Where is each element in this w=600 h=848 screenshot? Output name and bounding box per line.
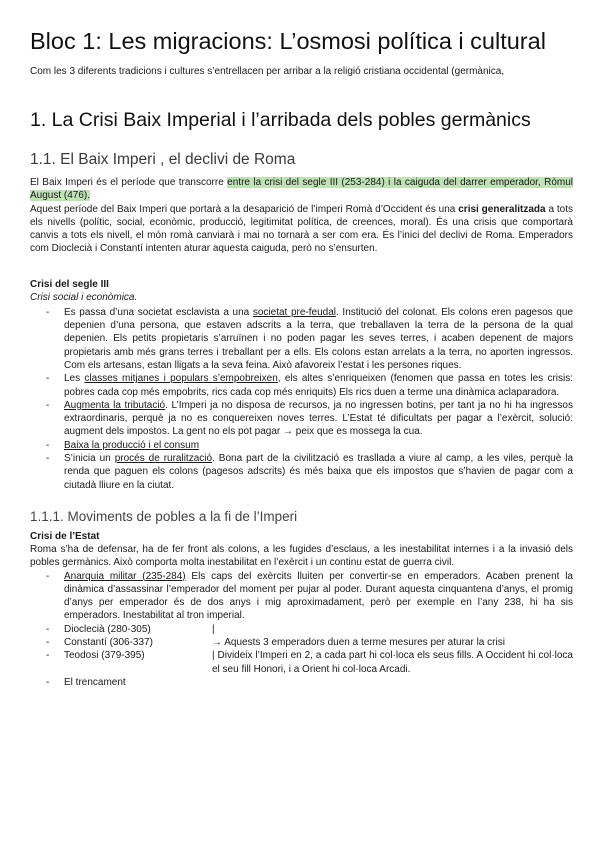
list-item: - El trencament — [46, 676, 126, 688]
list-item: - Augmenta la tributació. L’Imperi ja no disposa de recursos, ja no ingressen botins, per tant ja no hi ha ingressos extraordinaris, perquè ja no es conquereixen noves terres. L’Estat té dificultats per pagar a l’exèrcit, solució: augment dels impostos. La gent no els pot pagar → peix que es mossega la cua. — [46, 399, 573, 438]
list-item: - Les classes mitjanes i populars s’empobreixen, els altes s’enriqueixen (fenomen que passa en totes les crisis: pobres cada cop més empobrits, rics cada cop més enriquits) Els rics duen a terme una dinàmica aclaparadora. — [46, 373, 573, 398]
subsection-heading: 1.1. El Baix Imperi , el declivi de Roma — [30, 151, 296, 168]
highlighted-text: entre la crisi del segle III (253-284) i la caiguda del darrer emperador, Ròmul August (476). — [30, 177, 573, 202]
page-title: Bloc 1: Les migracions: L’osmosi política i cultural — [30, 28, 546, 54]
document-page — [30, 26, 573, 689]
list-item: - Baixa la producció i el consum — [46, 439, 200, 451]
intro-paragraph: El Baix Imperi és el període que transcorre entre la crisi del segle III (253-284) i la caiguda del darrer emperador, Ròmul August (476). — [30, 177, 573, 202]
list-item: - Es passa d’una societat esclavista a una societat pre-feudal. Institució del colonat. Els colons eren pagesos que depenien d’una persona, que estaven adscrits a la terra, que treballaven la terra de la persona de la qual depenien. Els petits propietaris s’arruïnen i no poden pagar les seves terres, i acaben depenent de majors propietaris amb més grans terres i treballant per a ells. Els colons estan arrelats a la terra, no aporten ingressos. Com els artesans, estan lligats a la seva feina. Això afavoreix l’estat i les persones riques. — [46, 306, 573, 371]
list-item: - Dioclecià (280-305) | — [46, 623, 215, 635]
crisis-subheading: Crisi social i econòmica. — [30, 291, 138, 303]
subtitle: Com les 3 diferents tradicions i cultures s’entrellacen per arribar a la religió cristiana occidental (germànica, — [30, 66, 505, 77]
crisis-paragraph: Aquest període del Baix Imperi que portarà a la desaparició de l’imperi Romà d’Occident és una crisi generalitzada a tots els nivells (polític, social, econòmic, producció, legitimitat política, de creences, moral). És una crisis que comportarà canvis a tots els nivell, el món romà canviarà i mai no tornarà a ser com era. És l’inici del declivi de Roma. Emperadors com Dioclecià i Constantí intenten aturar aquesta caiguda, però no s’ensurten. — [30, 203, 573, 255]
emperor-list — [30, 570, 573, 690]
list-item: - Constantí (306-337) → Aquests 3 emperadors duen a terme mesures per aturar la crisi — [46, 637, 505, 649]
subsubsection-heading: 1.1.1. Moviments de pobles a la fi de l’Imperi — [30, 508, 298, 524]
list-item: - Teodosi (379-395) | Divideix l’Imperi en 2, a cada part hi col·loca els seus fills. A Occident hi col·loca el seu fill Honori, i a Orient hi col·loca Arcadi. — [46, 650, 573, 675]
crisis-list — [30, 306, 573, 492]
list-item: - Anarquia militar (235-284) Els caps del exèrcits lluiten per convertir-se en emperadors. Acaben prenent la dinàmica d’assassinar l’emperador del moment per pujar al poder. Durant aquesta cinquantena d’anys, el promig d’anys per emperador és de dos anys i mig aproximadament, però per exemple en l’any 238, hi ha sis emperadors. Inestabilitat al tron imperial. — [46, 570, 573, 622]
crisis-heading: Crisi del segle III — [30, 278, 109, 290]
state-crisis-paragraph: Roma s’ha de defensar, ha de fer front als colons, a les fugides d’esclaus, a les inestabilitat internes i a la invasió dels pobles germànics. Això comporta molta inestabilitat en l’exèrcit i un continu estat de guerra civil. — [30, 543, 573, 569]
list-item: - S’inicia un procés de ruralització. Bona part de la civilització es trasllada a viure al camp, a les viles, perquè la renda que paguen els colons (pagesos adscrits) és més baixa que els impostos que s’havien de pagar com a ciutadà lliure en la ciutat. — [46, 453, 574, 491]
state-crisis-heading: Crisi de l’Estat — [30, 530, 100, 542]
section-heading: 1. La Crisi Baix Imperial i l’arribada dels pobles germànics — [30, 109, 531, 131]
bold-term: crisi generalitzada — [458, 203, 546, 215]
